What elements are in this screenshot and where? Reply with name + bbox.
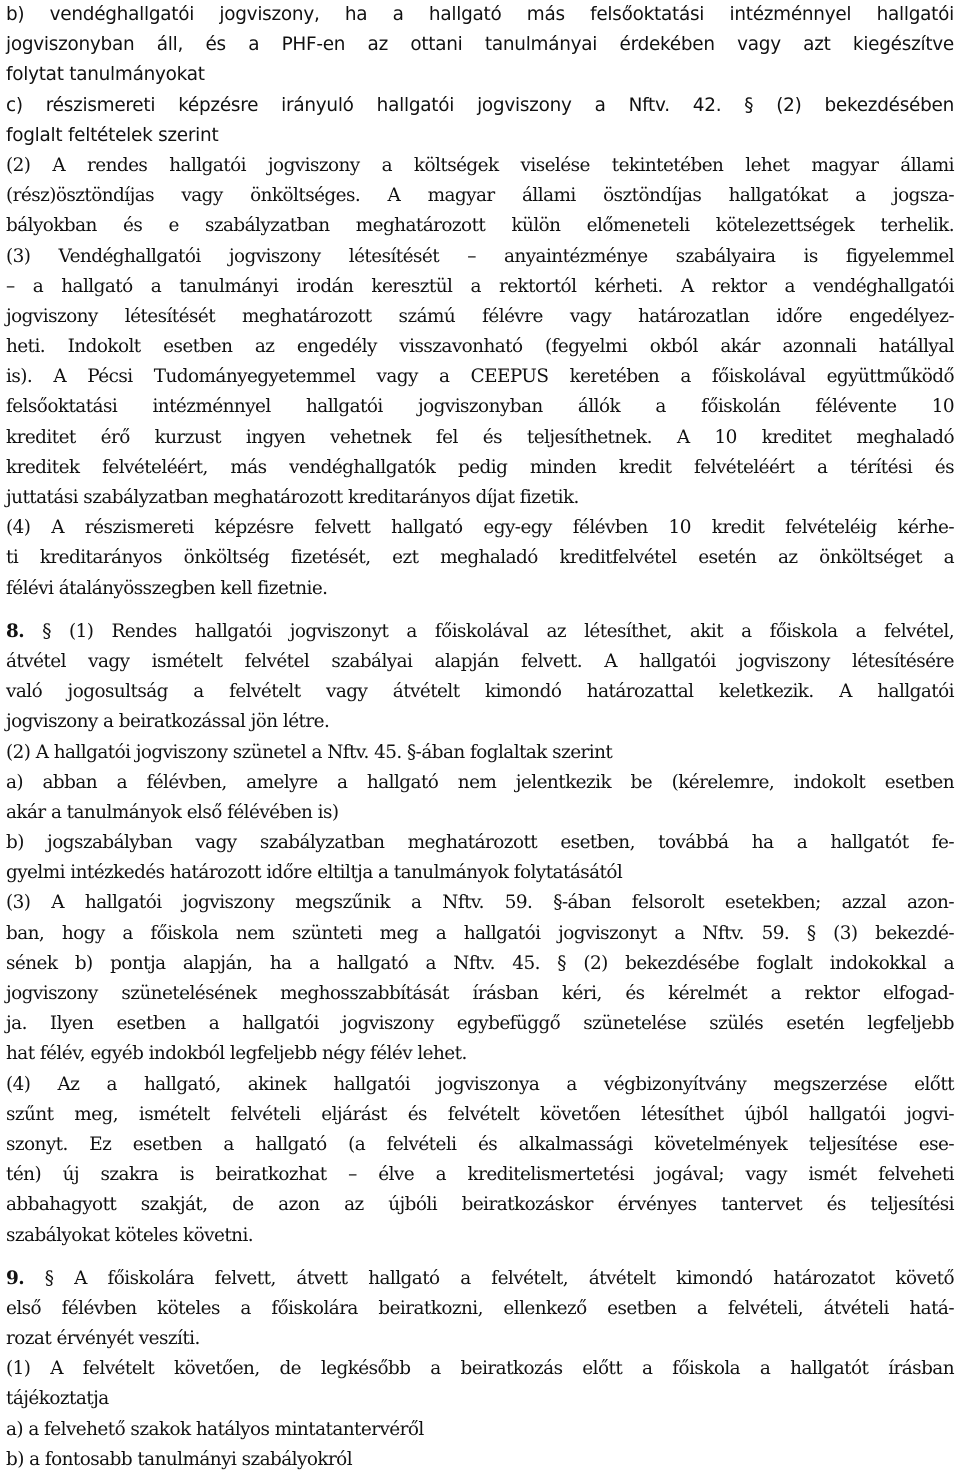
text-line: c) részismereti képzésre irányuló hallgatói jogviszony a Nftv. 42. § (2) bekezdésében: [6, 94, 954, 116]
text-line: (2) A rendes hallgatói jogviszony a költségek viselése tekintetében lehet magyar állami: [6, 154, 954, 176]
text-line: juttatási szabályzatban meghatározott kreditarányos díjat fizetik.: [6, 487, 579, 508]
section-9-first-text: § A főiskolára felvett, átvett hallgató a felvételt, átvételt kimondó határozatot követő: [44, 1267, 954, 1289]
text-line: is). A Pécsi Tudományegyetemmel vagy a CEEPUS keretében a főiskolával együttműködő: [6, 366, 954, 388]
text-line: hat félév, egyéb indokból legfeljebb négy félév lehet.: [6, 1043, 467, 1065]
text-line: való jogosultság a felvételt vagy átvételt kimondó határozattal keletkezik. A hallgatói: [6, 681, 954, 703]
document-page: [6, 0, 955, 1470]
text-line: szűnt meg, ismételt felvételi eljárást és felvételt követően létesíthet újból hallgatói jogvi-: [6, 1103, 954, 1125]
text-line: a) a felvehető szakok hatályos mintatantervéről: [6, 1418, 424, 1440]
text-line: bályokban és e szabályzatban meghatározott külön előmeneteli kötelezettségek terhelik.: [6, 215, 954, 237]
section-9-first-line: [6, 1264, 954, 1294]
text-line: (2) A hallgatói jogviszony szünetel a Nftv. 45. §-ában foglaltak szerint: [6, 741, 613, 763]
text-line: heti. Indokolt esetben az engedély visszavonható (fegyelmi okból akár azonnali hatállyal: [6, 336, 954, 358]
text-line: jogviszony létesítését meghatározott számú félévre vagy határozatlan időre engedélyez-: [6, 305, 954, 327]
text-line: jogviszony szünetelésének meghosszabbítását írásban kéri, és kérelmét a rektor elfogad-: [6, 983, 954, 1004]
text-line: (4) A részismereti képzésre felvett hallgató egy-egy félévben 10 kredit felvételéig kérhe-: [6, 517, 954, 539]
text-line: tájékoztatja: [6, 1388, 109, 1410]
text-line: ban, hogy a főiskola nem szünteti meg a hallgatói jogviszonyt a Nftv. 59. § (3) bekezdé-: [6, 922, 954, 944]
text-line: kreditek felvételéért, más vendéghallgatók pedig minden kredit felvételéért a térítési és: [6, 456, 954, 478]
text-line: gyelmi intézkedés határozott időre eltiltja a tanulmányok folytatásától: [6, 862, 623, 884]
paragraph-gap: [6, 1251, 954, 1264]
text-line: rozat érvényét veszíti.: [6, 1328, 200, 1350]
paragraph-cost-and-guest-status: [6, 151, 954, 604]
section-8-first-line: [6, 617, 954, 647]
text-line: ti kreditarányos önköltség fizetését, ezt meghaladó kreditfelvétel esetén az önköltséget a: [6, 547, 954, 569]
section-8: [6, 617, 954, 1251]
section-9-number: 9.: [6, 1267, 25, 1289]
text-line: ja. Ilyen esetben a hallgatói jogviszony egybefüggő szünetelése szülés esetén legfeljebb: [6, 1013, 954, 1035]
text-line: (4) Az a hallgató, akinek hallgatói jogviszonya a végbizonyítvány megszerzése előtt: [6, 1073, 954, 1095]
text-line: abbahagyott szakját, de azon az újbóli beiratkozáskor érvényes tantervet és teljesítési: [6, 1194, 954, 1216]
text-line: (1) A felvételt követően, de legkésőbb a beiratkozás előtt a főiskola a hallgatót írásban: [6, 1358, 954, 1380]
text-line: kreditet érő kurzust ingyen vehetnek fel és teljesíthetnek. A 10 kreditet meghaladó: [6, 426, 954, 448]
text-line: – a hallgató a tanulmányi irodán keresztül a rektortól kérheti. A rektor a vendéghallgatói: [6, 275, 954, 297]
paragraph-student-status-types: [6, 0, 954, 151]
text-line: b) vendéghallgatói jogviszony, ha a hallgató más felsőoktatási intézménnyel hallgatói: [6, 4, 954, 25]
text-line: jogviszony a beiratkozással jön létre.: [6, 711, 330, 733]
text-line: b) a fontosabb tanulmányi szabályokról: [6, 1448, 353, 1470]
section-8-first-text: § (1) Rendes hallgatói jogviszonyt a főiskolával az létesíthet, akit a főiskola a felvétel,: [42, 620, 955, 642]
text-line: akár a tanulmányok első félévében is): [6, 801, 339, 823]
text-line: első félévben köteles a főiskolára beiratkozni, ellenkező esetben a felvételi, átvételi hatá-: [6, 1297, 954, 1319]
text-line: b) jogszabályban vagy szabályzatban meghatározott esetben, továbbá ha a hallgatót fe-: [6, 832, 954, 854]
text-line: tén) új szakra is beiratkozhat – élve a kreditelismertetési jogával; vagy ismét felveheti: [6, 1164, 954, 1186]
text-line: (3) A hallgatói jogviszony megszűnik a Nftv. 59. §-ában felsorolt esetekben; azzal azon-: [6, 892, 954, 914]
text-line: átvétel vagy ismételt felvétel szabályai alapján felvett. A hallgatói jogviszony létesítésére: [6, 650, 954, 672]
text-line: szabályokat köteles követni.: [6, 1224, 254, 1246]
text-line: folytat tanulmányokat: [6, 64, 205, 86]
text-line: (rész)ösztöndíjas vagy önköltséges. A magyar állami ösztöndíjas hallgatókat a jogsza-: [6, 185, 954, 207]
text-line: a) abban a félévben, amelyre a hallgató nem jelentkezik be (kérelemre, indokolt esetben: [6, 771, 954, 793]
section-8-number: 8.: [6, 620, 25, 642]
paragraph-gap: [6, 604, 954, 617]
text-line: felsőoktatási intézménnyel hallgatói jogviszonyban állók a főiskolán félévente 10: [6, 396, 954, 418]
section-9: [6, 1264, 954, 1475]
text-line: (3) Vendéghallgatói jogviszony létesítését – anyaintézménye szabályaira is figyelemmel: [6, 245, 954, 267]
text-line: sének b) pontja alapján, ha a hallgató a Nftv. 45. § (2) bekezdésébe foglalt indokokkal a: [6, 952, 954, 974]
text-line: szonyt. Ez esetben a hallgató (a felvételi és alkalmassági követelmények teljesítése ese-: [6, 1133, 954, 1155]
text-line: jogviszonyban áll, és a PHF-en az ottani tanulmányai érdekében vagy azt kiegészítve: [6, 34, 954, 56]
text-line: foglalt feltételek szerint: [6, 124, 219, 146]
text-line: félévi átalányösszegben kell fizetnie.: [6, 577, 328, 599]
